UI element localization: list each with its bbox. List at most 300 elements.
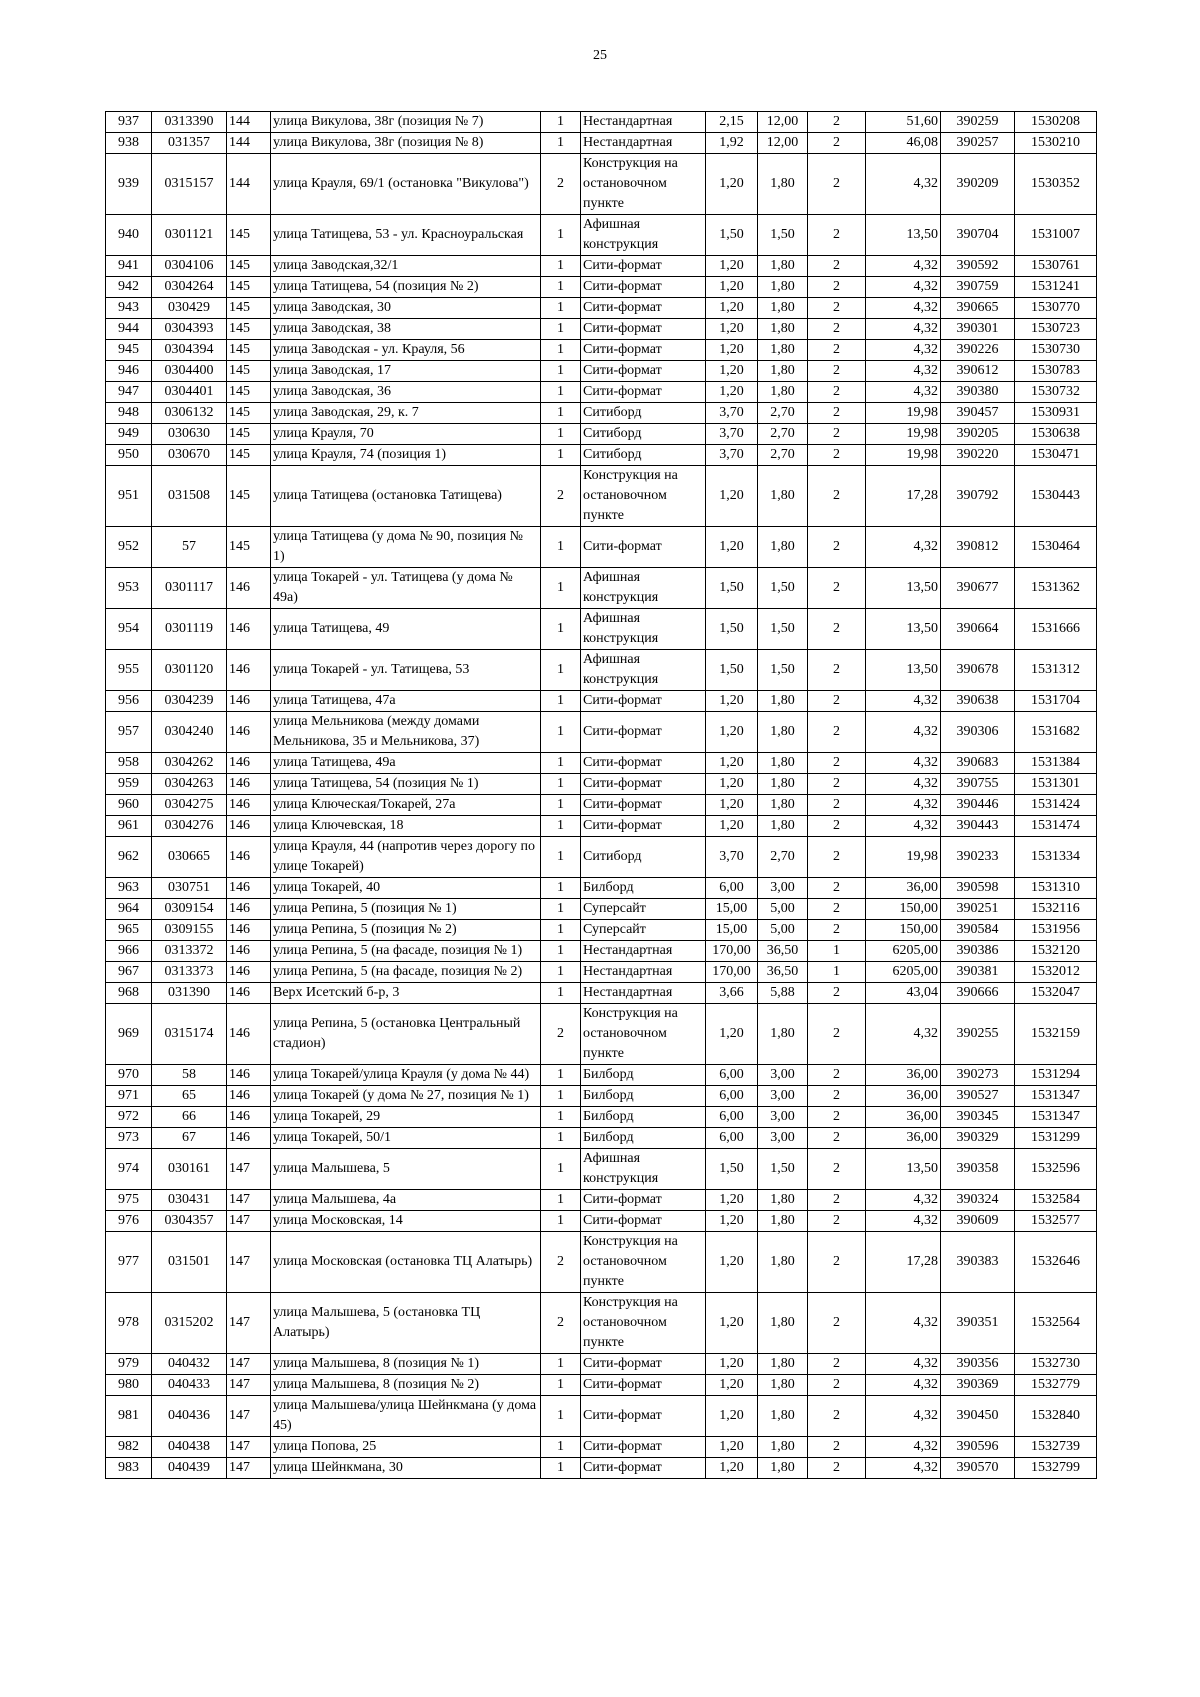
table-row (106, 1190, 1097, 1211)
table-row (106, 319, 1097, 340)
width-cell: 170,00 (706, 941, 758, 962)
width-cell: 6,00 (706, 1086, 758, 1107)
table-row (106, 899, 1097, 920)
sides-cell: 1 (541, 382, 581, 403)
area-cell: 4,32 (866, 1211, 941, 1232)
width-cell: 1,20 (706, 1458, 758, 1479)
construction-type-cell: Сити-формат (581, 691, 706, 712)
faces-cell: 2 (808, 1458, 866, 1479)
sides-cell: 1 (541, 774, 581, 795)
id-cell: 390759 (941, 277, 1015, 298)
sides-cell: 1 (541, 112, 581, 133)
row-number-cell: 951 (106, 466, 152, 527)
width-cell: 6,00 (706, 878, 758, 899)
construction-code-cell: 040432 (152, 1354, 227, 1375)
row-number-cell: 983 (106, 1458, 152, 1479)
construction-type-cell: Афишная конструкция (581, 1149, 706, 1190)
address-cell: улица Татищева, 49а (271, 753, 541, 774)
area-cell: 4,32 (866, 691, 941, 712)
district-code-cell: 145 (227, 277, 271, 298)
row-number-cell: 967 (106, 962, 152, 983)
address-cell: улица Репина, 5 (остановка Центральный стадион) (271, 1004, 541, 1065)
row-number-cell: 964 (106, 899, 152, 920)
sides-cell: 1 (541, 1149, 581, 1190)
construction-type-cell: Сити-формат (581, 361, 706, 382)
construction-type-cell: Конструкция на остановочном пункте (581, 1293, 706, 1354)
area-cell: 4,32 (866, 319, 941, 340)
row-number-cell: 977 (106, 1232, 152, 1293)
construction-code-cell: 040438 (152, 1437, 227, 1458)
registry-id-cell: 1532739 (1015, 1437, 1097, 1458)
row-number-cell: 938 (106, 133, 152, 154)
area-cell: 13,50 (866, 215, 941, 256)
height-cell: 1,50 (758, 568, 808, 609)
construction-code-cell: 040439 (152, 1458, 227, 1479)
construction-code-cell: 030431 (152, 1190, 227, 1211)
faces-cell: 2 (808, 816, 866, 837)
registry-id-cell: 1531301 (1015, 774, 1097, 795)
registry-id-cell: 1532646 (1015, 1232, 1097, 1293)
height-cell: 1,80 (758, 466, 808, 527)
table-row (106, 1437, 1097, 1458)
address-cell: улица Заводская,32/1 (271, 256, 541, 277)
construction-type-cell: Ситиборд (581, 837, 706, 878)
construction-code-cell: 0304400 (152, 361, 227, 382)
construction-code-cell: 040436 (152, 1396, 227, 1437)
district-code-cell: 147 (227, 1149, 271, 1190)
row-number-cell: 945 (106, 340, 152, 361)
width-cell: 1,20 (706, 795, 758, 816)
height-cell: 1,80 (758, 527, 808, 568)
area-cell: 150,00 (866, 899, 941, 920)
row-number-cell: 974 (106, 1149, 152, 1190)
district-code-cell: 146 (227, 1065, 271, 1086)
id-cell: 390755 (941, 774, 1015, 795)
id-cell: 390443 (941, 816, 1015, 837)
row-number-cell: 961 (106, 816, 152, 837)
area-cell: 13,50 (866, 1149, 941, 1190)
table-row (106, 1375, 1097, 1396)
width-cell: 1,20 (706, 1375, 758, 1396)
id-cell: 390356 (941, 1354, 1015, 1375)
construction-type-cell: Сити-формат (581, 1211, 706, 1232)
width-cell: 1,20 (706, 277, 758, 298)
height-cell: 1,80 (758, 298, 808, 319)
faces-cell: 2 (808, 878, 866, 899)
district-code-cell: 147 (227, 1232, 271, 1293)
district-code-cell: 145 (227, 319, 271, 340)
height-cell: 3,00 (758, 1065, 808, 1086)
address-cell: улица Заводская, 29, к. 7 (271, 403, 541, 424)
height-cell: 2,70 (758, 837, 808, 878)
construction-type-cell: Сити-формат (581, 1437, 706, 1458)
sides-cell: 1 (541, 1458, 581, 1479)
construction-code-cell: 0304401 (152, 382, 227, 403)
construction-code-cell: 0313372 (152, 941, 227, 962)
faces-cell: 2 (808, 1211, 866, 1232)
construction-code-cell: 030665 (152, 837, 227, 878)
id-cell: 390381 (941, 962, 1015, 983)
sides-cell: 1 (541, 753, 581, 774)
height-cell: 2,70 (758, 403, 808, 424)
district-code-cell: 145 (227, 527, 271, 568)
address-cell: улица Заводская, 36 (271, 382, 541, 403)
registry-id-cell: 1532799 (1015, 1458, 1097, 1479)
height-cell: 1,50 (758, 609, 808, 650)
row-number-cell: 982 (106, 1437, 152, 1458)
row-number-cell: 981 (106, 1396, 152, 1437)
table-row (106, 1458, 1097, 1479)
row-number-cell: 978 (106, 1293, 152, 1354)
table-row (106, 340, 1097, 361)
height-cell: 1,50 (758, 1149, 808, 1190)
height-cell: 5,00 (758, 899, 808, 920)
table-row (106, 361, 1097, 382)
construction-code-cell: 0315202 (152, 1293, 227, 1354)
sides-cell: 1 (541, 962, 581, 983)
address-cell: улица Токарей/улица Крауля (у дома № 44) (271, 1065, 541, 1086)
area-cell: 4,32 (866, 1190, 941, 1211)
construction-type-cell: Сити-формат (581, 527, 706, 568)
row-number-cell: 950 (106, 445, 152, 466)
construction-type-cell: Афишная конструкция (581, 215, 706, 256)
construction-type-cell: Ситиборд (581, 424, 706, 445)
address-cell: улица Токарей - ул. Татищева (у дома № 49а) (271, 568, 541, 609)
height-cell: 1,80 (758, 795, 808, 816)
table-row (106, 445, 1097, 466)
sides-cell: 1 (541, 1437, 581, 1458)
area-cell: 6205,00 (866, 941, 941, 962)
district-code-cell: 147 (227, 1354, 271, 1375)
id-cell: 390345 (941, 1107, 1015, 1128)
id-cell: 390233 (941, 837, 1015, 878)
id-cell: 390383 (941, 1232, 1015, 1293)
height-cell: 1,80 (758, 340, 808, 361)
district-code-cell: 145 (227, 382, 271, 403)
height-cell: 1,80 (758, 1211, 808, 1232)
id-cell: 390584 (941, 920, 1015, 941)
width-cell: 1,20 (706, 1396, 758, 1437)
district-code-cell: 147 (227, 1190, 271, 1211)
address-cell: улица Крауля, 70 (271, 424, 541, 445)
registry-id-cell: 1532116 (1015, 899, 1097, 920)
id-cell: 390677 (941, 568, 1015, 609)
district-code-cell: 146 (227, 712, 271, 753)
table-row (106, 774, 1097, 795)
id-cell: 390358 (941, 1149, 1015, 1190)
height-cell: 36,50 (758, 941, 808, 962)
sides-cell: 1 (541, 941, 581, 962)
construction-type-cell: Афишная конструкция (581, 568, 706, 609)
district-code-cell: 146 (227, 609, 271, 650)
id-cell: 390380 (941, 382, 1015, 403)
district-code-cell: 146 (227, 795, 271, 816)
faces-cell: 2 (808, 1107, 866, 1128)
width-cell: 1,50 (706, 568, 758, 609)
district-code-cell: 145 (227, 361, 271, 382)
row-number-cell: 971 (106, 1086, 152, 1107)
address-cell: улица Малышева/улица Шейнкмана (у дома 45) (271, 1396, 541, 1437)
height-cell: 5,00 (758, 920, 808, 941)
table-row (106, 1107, 1097, 1128)
registry-id-cell: 1531362 (1015, 568, 1097, 609)
width-cell: 170,00 (706, 962, 758, 983)
width-cell: 1,50 (706, 1149, 758, 1190)
area-cell: 19,98 (866, 424, 941, 445)
address-cell: улица Токарей (у дома № 27, позиция № 1) (271, 1086, 541, 1107)
registry-id-cell: 1531294 (1015, 1065, 1097, 1086)
sides-cell: 1 (541, 1107, 581, 1128)
area-cell: 13,50 (866, 568, 941, 609)
construction-type-cell: Сити-формат (581, 1375, 706, 1396)
height-cell: 1,80 (758, 382, 808, 403)
construction-code-cell: 030161 (152, 1149, 227, 1190)
id-cell: 390704 (941, 215, 1015, 256)
row-number-cell: 939 (106, 154, 152, 215)
area-cell: 4,32 (866, 298, 941, 319)
construction-code-cell: 66 (152, 1107, 227, 1128)
area-cell: 51,60 (866, 112, 941, 133)
faces-cell: 2 (808, 277, 866, 298)
area-cell: 4,32 (866, 277, 941, 298)
width-cell: 3,70 (706, 445, 758, 466)
id-cell: 390386 (941, 941, 1015, 962)
row-number-cell: 955 (106, 650, 152, 691)
district-code-cell: 146 (227, 878, 271, 899)
row-number-cell: 956 (106, 691, 152, 712)
width-cell: 6,00 (706, 1107, 758, 1128)
sides-cell: 2 (541, 466, 581, 527)
height-cell: 1,80 (758, 361, 808, 382)
height-cell: 1,80 (758, 1458, 808, 1479)
row-number-cell: 960 (106, 795, 152, 816)
faces-cell: 2 (808, 691, 866, 712)
district-code-cell: 145 (227, 298, 271, 319)
construction-code-cell: 0301121 (152, 215, 227, 256)
height-cell: 1,80 (758, 1437, 808, 1458)
sides-cell: 1 (541, 920, 581, 941)
district-code-cell: 147 (227, 1211, 271, 1232)
registry-id-cell: 1530770 (1015, 298, 1097, 319)
construction-code-cell: 0313390 (152, 112, 227, 133)
address-cell: улица Шейнкмана, 30 (271, 1458, 541, 1479)
id-cell: 390666 (941, 983, 1015, 1004)
table-row (106, 1086, 1097, 1107)
district-code-cell: 146 (227, 837, 271, 878)
area-cell: 36,00 (866, 878, 941, 899)
district-code-cell: 146 (227, 1086, 271, 1107)
area-cell: 4,32 (866, 1396, 941, 1437)
id-cell: 390209 (941, 154, 1015, 215)
width-cell: 1,50 (706, 650, 758, 691)
sides-cell: 1 (541, 568, 581, 609)
table-row (106, 1004, 1097, 1065)
area-cell: 19,98 (866, 445, 941, 466)
faces-cell: 2 (808, 609, 866, 650)
table-row (106, 1211, 1097, 1232)
id-cell: 390446 (941, 795, 1015, 816)
row-number-cell: 980 (106, 1375, 152, 1396)
district-code-cell: 146 (227, 1004, 271, 1065)
registry-id-cell: 1531347 (1015, 1107, 1097, 1128)
table-row (106, 941, 1097, 962)
height-cell: 3,00 (758, 1107, 808, 1128)
registry-id-cell: 1530443 (1015, 466, 1097, 527)
district-code-cell: 144 (227, 112, 271, 133)
sides-cell: 1 (541, 983, 581, 1004)
table-row (106, 878, 1097, 899)
sides-cell: 1 (541, 361, 581, 382)
row-number-cell: 979 (106, 1354, 152, 1375)
faces-cell: 2 (808, 382, 866, 403)
construction-type-cell: Сити-формат (581, 319, 706, 340)
construction-code-cell: 67 (152, 1128, 227, 1149)
width-cell: 1,20 (706, 361, 758, 382)
construction-code-cell: 031501 (152, 1232, 227, 1293)
area-cell: 4,32 (866, 340, 941, 361)
construction-code-cell: 0304264 (152, 277, 227, 298)
registry-id-cell: 1531347 (1015, 1086, 1097, 1107)
faces-cell: 2 (808, 1190, 866, 1211)
faces-cell: 1 (808, 962, 866, 983)
table-row (106, 816, 1097, 837)
address-cell: улица Токарей, 29 (271, 1107, 541, 1128)
construction-type-cell: Сити-формат (581, 712, 706, 753)
registry-id-cell: 1531682 (1015, 712, 1097, 753)
height-cell: 1,80 (758, 154, 808, 215)
table-row (106, 568, 1097, 609)
row-number-cell: 941 (106, 256, 152, 277)
row-number-cell: 957 (106, 712, 152, 753)
construction-code-cell: 0306132 (152, 403, 227, 424)
construction-code-cell: 0301120 (152, 650, 227, 691)
sides-cell: 1 (541, 424, 581, 445)
faces-cell: 2 (808, 112, 866, 133)
area-cell: 4,32 (866, 774, 941, 795)
area-cell: 4,32 (866, 816, 941, 837)
registry-id-cell: 1531310 (1015, 878, 1097, 899)
height-cell: 1,80 (758, 1232, 808, 1293)
table-row (106, 112, 1097, 133)
sides-cell: 2 (541, 1232, 581, 1293)
district-code-cell: 146 (227, 568, 271, 609)
height-cell: 5,88 (758, 983, 808, 1004)
height-cell: 1,80 (758, 1375, 808, 1396)
construction-type-cell: Нестандартная (581, 133, 706, 154)
width-cell: 3,66 (706, 983, 758, 1004)
table-row (106, 983, 1097, 1004)
width-cell: 1,20 (706, 382, 758, 403)
construction-type-cell: Суперсайт (581, 920, 706, 941)
table-row (106, 403, 1097, 424)
construction-code-cell: 57 (152, 527, 227, 568)
width-cell: 1,20 (706, 753, 758, 774)
district-code-cell: 145 (227, 466, 271, 527)
construction-code-cell: 031390 (152, 983, 227, 1004)
construction-code-cell: 030429 (152, 298, 227, 319)
sides-cell: 2 (541, 1004, 581, 1065)
width-cell: 1,20 (706, 1354, 758, 1375)
table-row (106, 154, 1097, 215)
row-number-cell: 959 (106, 774, 152, 795)
sides-cell: 1 (541, 340, 581, 361)
construction-code-cell: 0309155 (152, 920, 227, 941)
id-cell: 390257 (941, 133, 1015, 154)
construction-code-cell: 0304262 (152, 753, 227, 774)
sides-cell: 1 (541, 609, 581, 650)
construction-type-cell: Нестандартная (581, 962, 706, 983)
construction-type-cell: Сити-формат (581, 1396, 706, 1437)
construction-code-cell: 0304239 (152, 691, 227, 712)
height-cell: 3,00 (758, 1086, 808, 1107)
registry-id-cell: 1532730 (1015, 1354, 1097, 1375)
row-number-cell: 944 (106, 319, 152, 340)
width-cell: 2,15 (706, 112, 758, 133)
area-cell: 4,32 (866, 1458, 941, 1479)
sides-cell: 1 (541, 133, 581, 154)
registry-id-cell: 1531704 (1015, 691, 1097, 712)
registry-id-cell: 1532779 (1015, 1375, 1097, 1396)
registry-id-cell: 1530783 (1015, 361, 1097, 382)
registry-id-cell: 1532012 (1015, 962, 1097, 983)
sides-cell: 2 (541, 1293, 581, 1354)
construction-type-cell: Конструкция на остановочном пункте (581, 1004, 706, 1065)
district-code-cell: 146 (227, 1128, 271, 1149)
construction-type-cell: Сити-формат (581, 1354, 706, 1375)
width-cell: 1,20 (706, 691, 758, 712)
address-cell: улица Крауля, 69/1 (остановка "Викулова") (271, 154, 541, 215)
registry-id-cell: 1530730 (1015, 340, 1097, 361)
row-number-cell: 969 (106, 1004, 152, 1065)
table-row (106, 795, 1097, 816)
row-number-cell: 973 (106, 1128, 152, 1149)
construction-type-cell: Сити-формат (581, 774, 706, 795)
address-cell: улица Викулова, 38г (позиция № 8) (271, 133, 541, 154)
construction-type-cell: Сити-формат (581, 1458, 706, 1479)
id-cell: 390638 (941, 691, 1015, 712)
area-cell: 4,32 (866, 382, 941, 403)
area-cell: 4,32 (866, 1004, 941, 1065)
width-cell: 1,20 (706, 319, 758, 340)
construction-type-cell: Сити-формат (581, 1190, 706, 1211)
id-cell: 390678 (941, 650, 1015, 691)
construction-type-cell: Афишная конструкция (581, 650, 706, 691)
district-code-cell: 146 (227, 650, 271, 691)
address-cell: улица Московская (остановка ТЦ Алатырь) (271, 1232, 541, 1293)
table-row (106, 837, 1097, 878)
district-code-cell: 145 (227, 445, 271, 466)
faces-cell: 2 (808, 1437, 866, 1458)
area-cell: 4,32 (866, 753, 941, 774)
address-cell: улица Крауля, 74 (позиция 1) (271, 445, 541, 466)
sides-cell: 1 (541, 816, 581, 837)
height-cell: 1,80 (758, 774, 808, 795)
area-cell: 13,50 (866, 609, 941, 650)
faces-cell: 2 (808, 753, 866, 774)
width-cell: 6,00 (706, 1065, 758, 1086)
area-cell: 19,98 (866, 403, 941, 424)
table-row (106, 1354, 1097, 1375)
row-number-cell: 965 (106, 920, 152, 941)
width-cell: 6,00 (706, 1128, 758, 1149)
sides-cell: 1 (541, 837, 581, 878)
registry-id-cell: 1531312 (1015, 650, 1097, 691)
id-cell: 390259 (941, 112, 1015, 133)
construction-type-cell: Сити-формат (581, 795, 706, 816)
area-cell: 4,32 (866, 795, 941, 816)
faces-cell: 2 (808, 1086, 866, 1107)
row-number-cell: 954 (106, 609, 152, 650)
